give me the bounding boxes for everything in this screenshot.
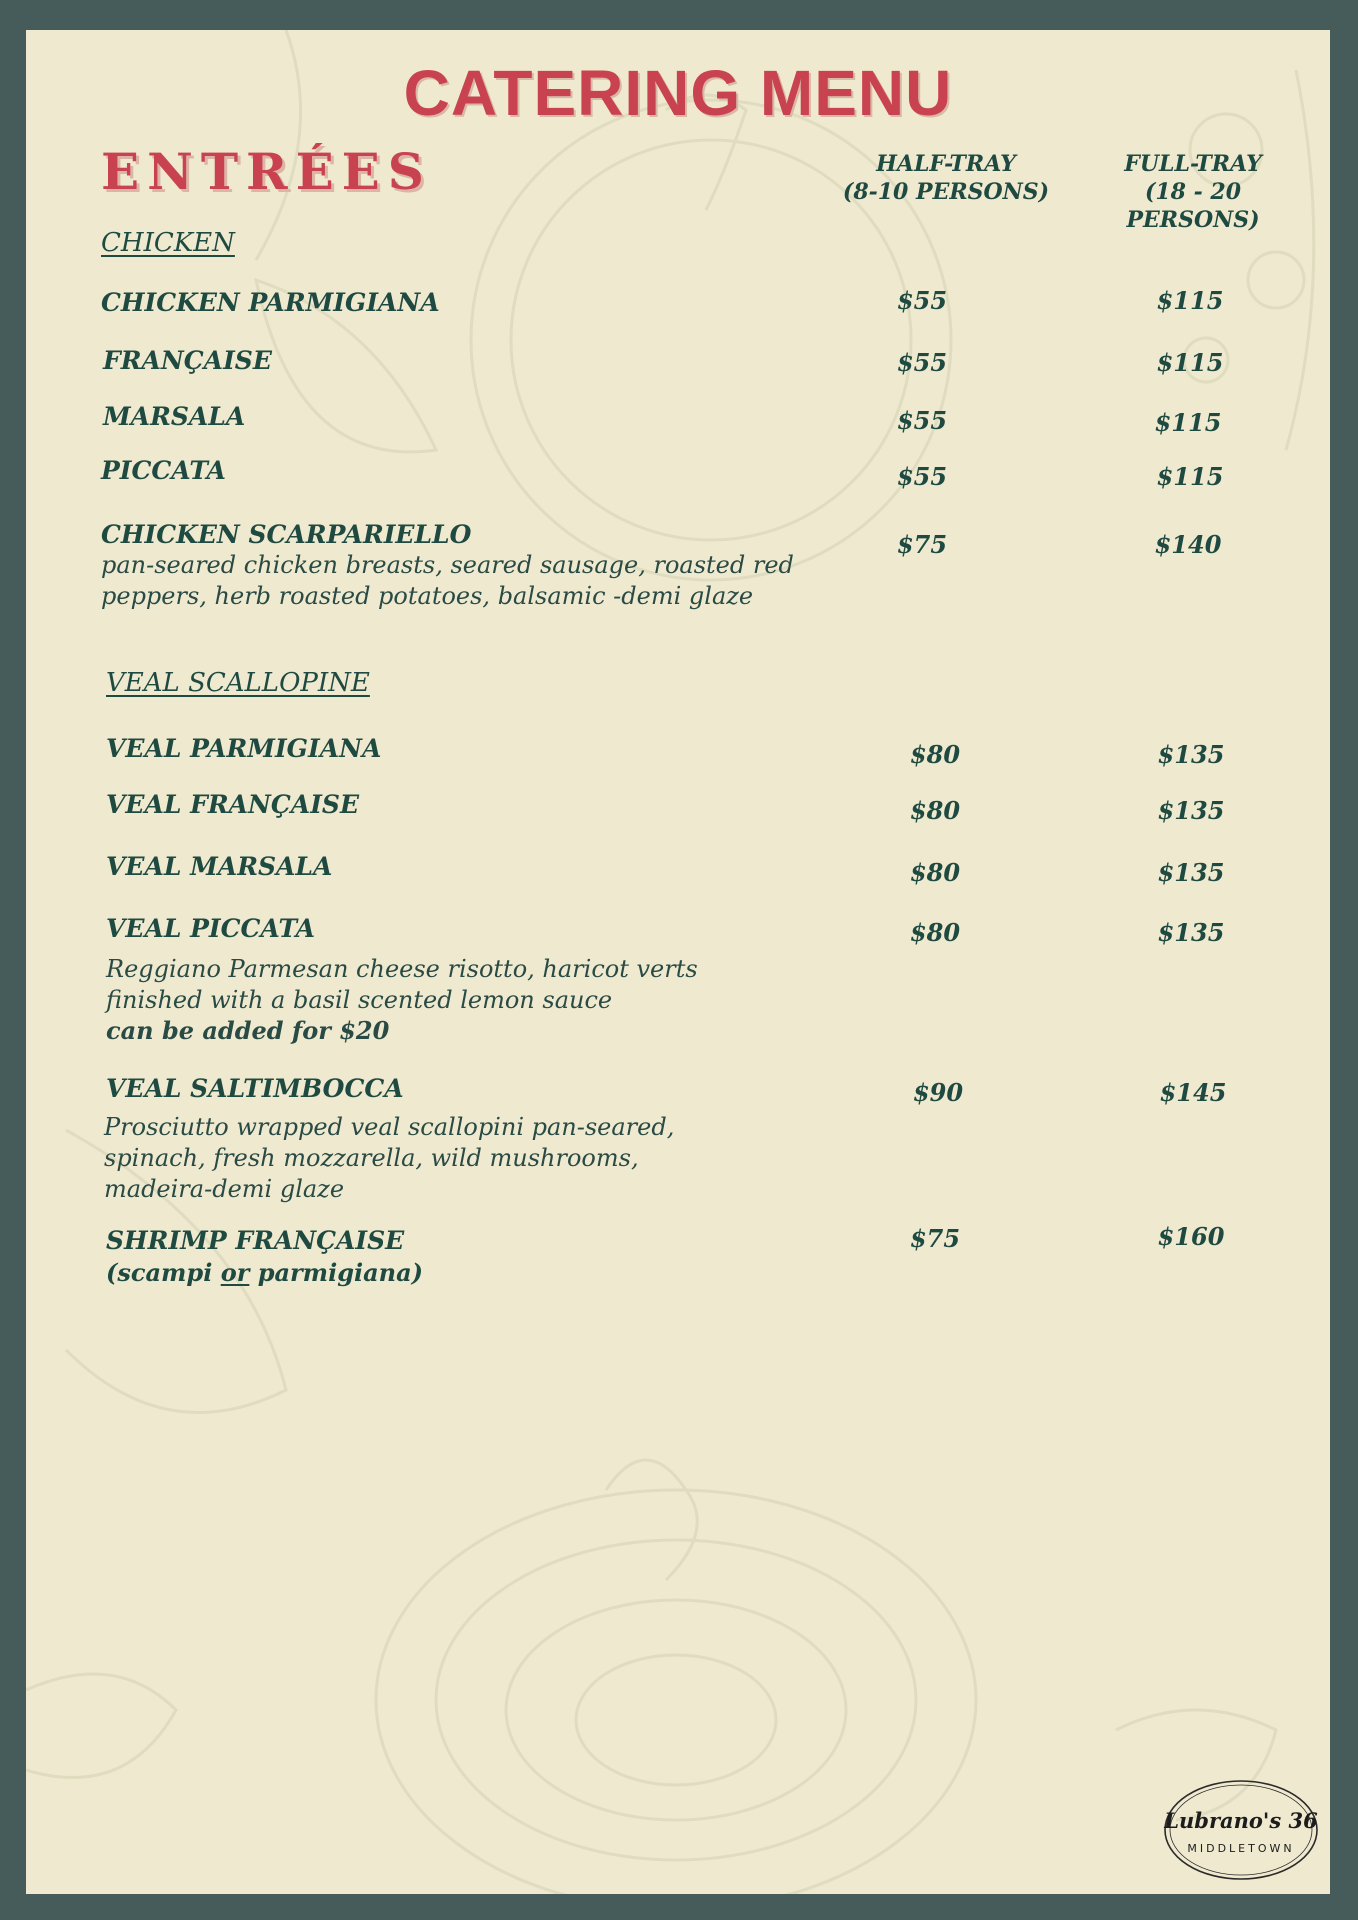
price-full-tray: $115 (1156, 286, 1224, 315)
price-half-tray: $80 (909, 796, 961, 825)
category-chicken: CHICKEN (101, 228, 235, 258)
price-full-tray: $160 (1157, 1222, 1225, 1251)
price-half-tray: $80 (909, 918, 961, 947)
menu-item-name: MARSALA (103, 402, 246, 431)
menu-item-subtitle: (scampi or parmigiana) (106, 1258, 423, 1287)
menu-page (26, 30, 1330, 1894)
price-half-tray: $90 (912, 1078, 964, 1107)
price-full-tray: $140 (1154, 530, 1222, 559)
price-half-tray: $55 (896, 462, 948, 491)
price-full-tray: $115 (1154, 408, 1222, 437)
price-half-tray: $80 (909, 858, 961, 887)
menu-item-name: VEAL MARSALA (106, 852, 333, 881)
section-heading-entrees: ENTRÉES (101, 142, 432, 201)
menu-item-name: CHICKEN SCARPARIELLO (101, 520, 472, 549)
menu-item-name: FRANÇAISE (103, 346, 272, 375)
price-half-tray: $80 (909, 740, 961, 769)
price-full-tray: $145 (1159, 1078, 1227, 1107)
price-half-tray: $55 (896, 286, 948, 315)
full-tray-persons: (18 - 20 PERSONS) (1126, 179, 1260, 233)
price-full-tray: $135 (1157, 796, 1225, 825)
full-tray-label: FULL-TRAY (1124, 151, 1262, 177)
price-full-tray: $115 (1156, 462, 1224, 491)
price-half-tray: $55 (896, 406, 948, 435)
price-full-tray: $135 (1157, 740, 1225, 769)
menu-item-name: VEAL PARMIGIANA (106, 734, 382, 763)
price-half-tray: $55 (896, 348, 948, 377)
column-header-full-tray (1078, 150, 1308, 234)
menu-title: CATERING MENU (403, 57, 953, 129)
category-veal-scallopine: VEAL SCALLOPINE (106, 668, 370, 698)
menu-item-name: VEAL FRANÇAISE (106, 790, 360, 819)
half-tray-persons: (8-10 PERSONS) (842, 179, 1050, 205)
menu-item-description: Reggiano Parmesan cheese risotto, haricot verts finished with a basil scented lemon sauce (106, 955, 698, 1014)
menu-item-name: VEAL PICCATA (106, 914, 316, 943)
menu-item-description: Prosciutto wrapped veal scallopini pan-seared, spinach, fresh mozzarella, wild mushrooms, madeira-demi glaze (104, 1113, 675, 1203)
price-full-tray: $115 (1156, 348, 1224, 377)
half-tray-label: HALF-TRAY (876, 151, 1016, 177)
menu-item-description: pan-seared chicken breasts, seared sausage, roasted red peppers, herb roasted potatoes, balsamic -demi glaze (101, 551, 794, 610)
price-full-tray: $135 (1157, 918, 1225, 947)
logo-name: Lubrano's 36 (1164, 1808, 1318, 1833)
logo-place: MIDDLETOWN (1187, 1842, 1295, 1855)
price-full-tray: $135 (1157, 858, 1225, 887)
menu-item-name: PICCATA (101, 456, 226, 485)
menu-item-name: VEAL SALTIMBOCCA (106, 1074, 404, 1103)
price-half-tray: $75 (909, 1224, 961, 1253)
column-header-half-tray (836, 150, 1056, 206)
restaurant-logo (1162, 1778, 1320, 1882)
add-on-note: can be added for $20 (106, 1016, 390, 1045)
menu-item-name: SHRIMP FRANÇAISE (106, 1226, 405, 1255)
menu-item-name: CHICKEN PARMIGIANA (101, 288, 440, 317)
price-half-tray: $75 (896, 530, 948, 559)
